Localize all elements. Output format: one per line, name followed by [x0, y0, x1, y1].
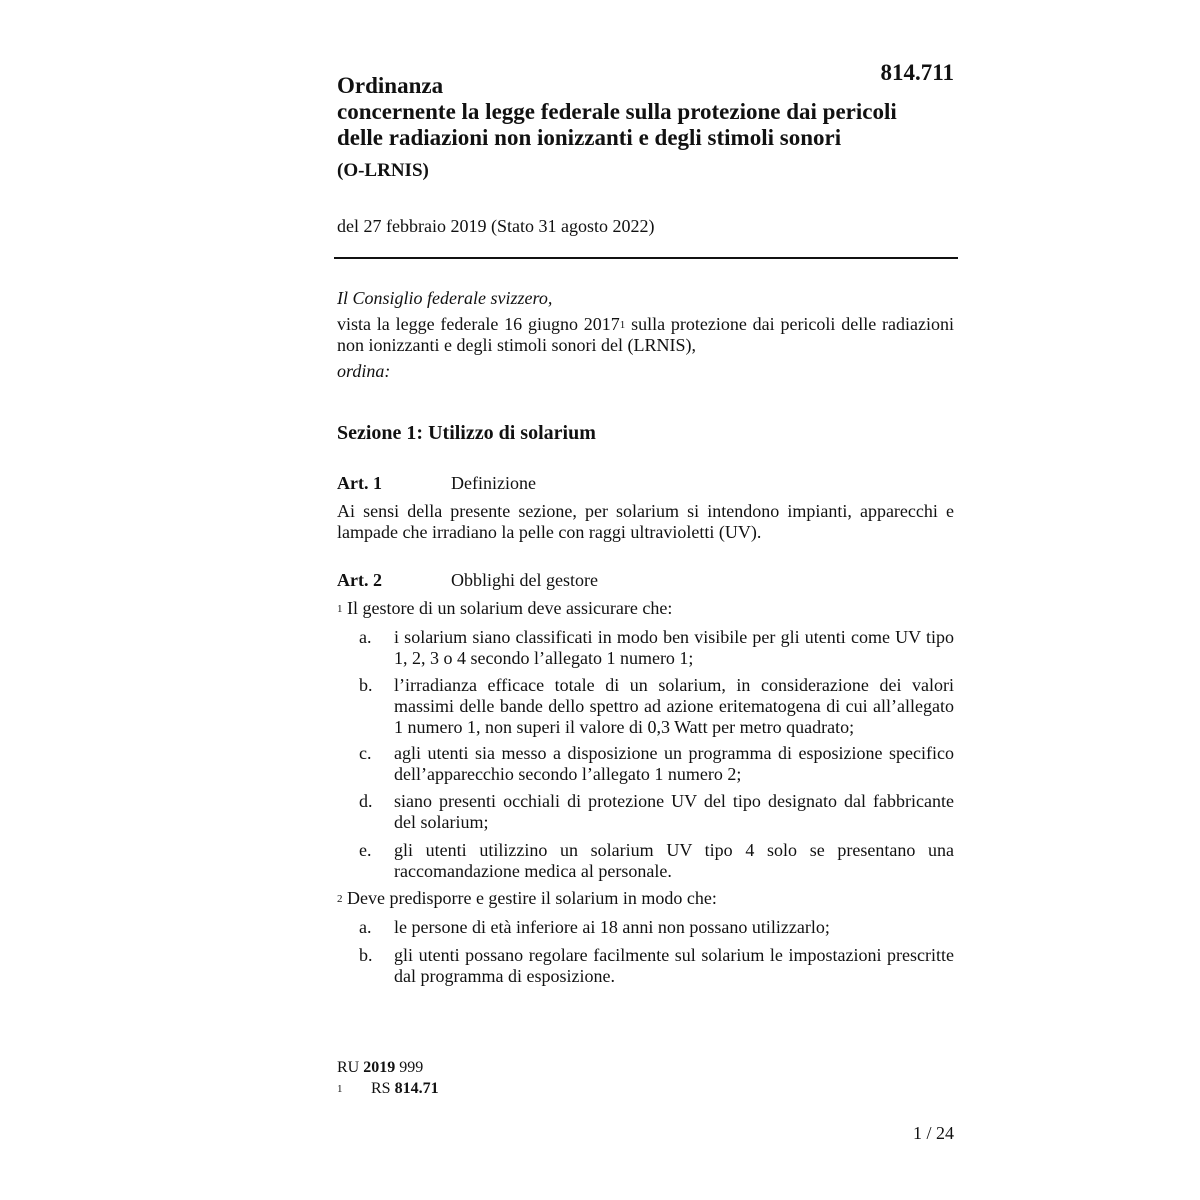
footnote-number: 1 [337, 1083, 343, 1095]
list-item-label: b. [359, 675, 373, 695]
article-2-heading [337, 570, 598, 591]
title-line: delle radiazioni non ionizzanti e degli stimoli sonori [337, 125, 842, 150]
article-label: Art. 1 [337, 473, 382, 493]
preamble-basis [337, 314, 954, 356]
footnote-ref-number: 814.71 [394, 1080, 439, 1097]
list-item-text: gli utenti possano regolare facilmente sul solarium le impostazioni prescritte dal programma di esposizione. [394, 945, 954, 986]
list-item-label: a. [359, 627, 372, 647]
list-item-label: e. [359, 840, 372, 860]
document-number: 814.711 [880, 60, 954, 85]
footnote-prefix: RS [371, 1080, 391, 1097]
list-item [337, 743, 954, 785]
list-item-label: b. [359, 945, 373, 965]
document-title [337, 73, 937, 184]
title-line: Ordinanza [337, 73, 444, 98]
list-item [337, 917, 954, 938]
ru-page: 999 [399, 1059, 424, 1076]
header-divider [334, 257, 958, 259]
article-1-heading [337, 473, 536, 494]
list-item-text: siano presenti occhiali di protezione UV del tipo designato dal fabbricante del solarium; [394, 791, 954, 832]
paragraph-number: 2 [337, 893, 343, 905]
paragraph-text: Il gestore di un solarium deve assicurare che: [342, 598, 673, 618]
preamble-order: ordina: [337, 361, 391, 381]
article-1-text: Ai sensi della presente sezione, per solarium si intendono impianti, apparecchi e lampade che irradiano la pelle con raggi ultravioletti (UV). [337, 501, 954, 542]
ru-prefix: RU [337, 1059, 360, 1076]
document-date: del 27 febbraio 2019 (Stato 31 agosto 2022) [337, 216, 655, 236]
list-item [337, 840, 954, 882]
list-item [337, 791, 954, 833]
paragraph-number: 1 [337, 603, 343, 615]
list-item-text: i solarium siano classificati in modo ben visibile per gli utenti come UV tipo 1, 2, 3 o 4 secondo l’allegato 1 numero 1; [394, 627, 954, 668]
list-item-label: a. [359, 917, 372, 937]
paragraph-text: Deve predisporre e gestire il solarium in modo che: [342, 888, 717, 908]
list-item-label: c. [359, 743, 372, 763]
footnote-ref[interactable]: 1 [619, 319, 626, 331]
article-title: Obblighi del gestore [451, 570, 598, 590]
footnote [337, 1079, 439, 1098]
section-heading: Sezione 1: Utilizzo di solarium [337, 422, 596, 444]
article-2-paragraph-1 [337, 598, 672, 619]
list-item-text: gli utenti utilizzino un solarium UV tipo 4 solo se presentano una raccomandazione medica al personale. [394, 840, 954, 881]
preamble-basis-text: sulla protezione dai pericoli delle radiazioni non ionizzanti e degli stimoli sonori del (LRNIS), [337, 314, 954, 355]
list-item [337, 945, 954, 987]
preamble-authority: Il Consiglio federale svizzero, [337, 288, 553, 308]
article-label: Art. 2 [337, 570, 382, 590]
official-compilation-ref [337, 1058, 423, 1077]
ru-year: 2019 [363, 1059, 396, 1076]
list-item-label: d. [359, 791, 373, 811]
page-number: 1 / 24 [912, 1123, 954, 1143]
list-item-text: le persone di età inferiore ai 18 anni non possano utilizzarlo; [394, 917, 830, 937]
preamble-basis-text: vista la legge federale 16 giugno 2017 [337, 314, 620, 334]
article-title: Definizione [451, 473, 536, 493]
title-abbreviation: (O-LRNIS) [337, 160, 429, 181]
list-item [337, 627, 954, 669]
title-line: concernente la legge federale sulla protezione dai pericoli [337, 99, 897, 124]
list-item-text: agli utenti sia messo a disposizione un programma di esposizione specifico dell’apparecchio secondo l’allegato 1 numero 2; [394, 743, 954, 784]
list-item-text: l’irradianza efficace totale di un solarium, in considerazione dei valori massimi delle bande dello spettro ad azione eritematogena di cui all’allegato 1 numero 1, non superi il valore di 0,3 Watt per metro quadrato; [394, 675, 954, 737]
list-item [337, 675, 954, 738]
article-2-paragraph-2 [337, 888, 717, 909]
